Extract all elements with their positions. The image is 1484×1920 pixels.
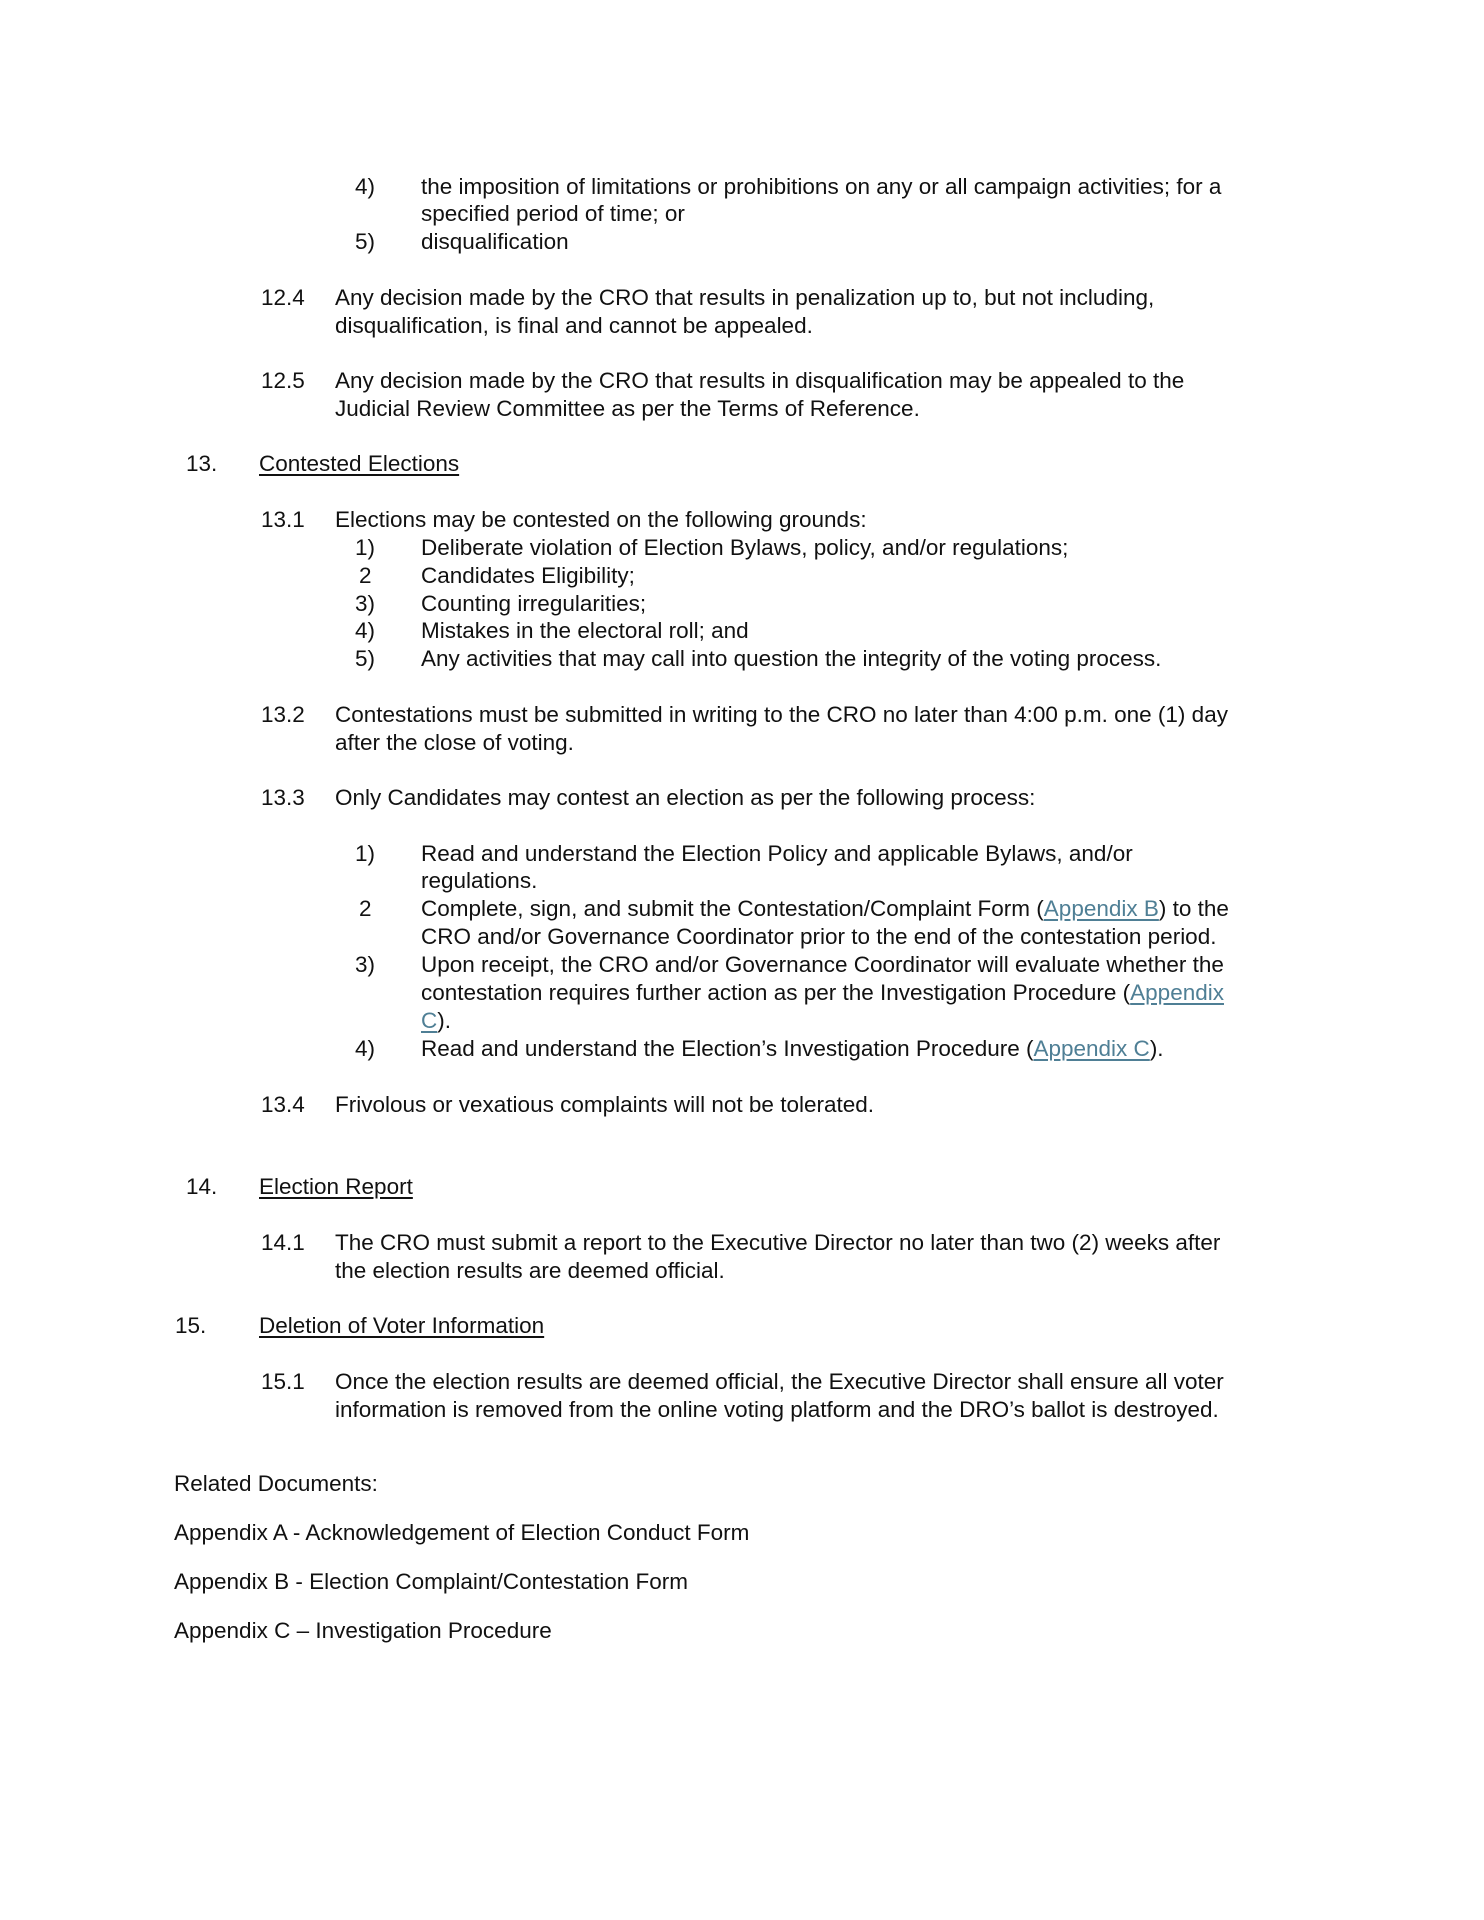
list-number: 4) xyxy=(355,1036,376,1061)
clause-text: Once the election results are deemed official, the Executive Director shall ensure all voter xyxy=(335,1369,1224,1394)
clause-number: 15.1 xyxy=(261,1369,305,1394)
appendix-c-link[interactable]: Appendix xyxy=(1130,980,1224,1005)
related-document-item: Appendix C – Investigation Procedure xyxy=(174,1618,552,1643)
list-number: 3) xyxy=(355,952,376,977)
list-item-text: Counting irregularities; xyxy=(421,591,647,616)
section-heading: Contested Elections xyxy=(259,451,460,476)
list-item-text: Deliberate violation of Election Bylaws, policy, and/or regulations; xyxy=(421,535,1069,560)
list-item-text xyxy=(421,1036,1164,1062)
list-item-text: Mistakes in the electoral roll; and xyxy=(421,618,749,643)
clause-text: Judicial Review Committee as per the Terms of Reference. xyxy=(335,396,920,421)
clause-number: 13.4 xyxy=(261,1092,305,1117)
list-item-text: the imposition of limitations or prohibitions on any or all campaign activities; for a xyxy=(421,174,1222,199)
list-item-text-part: ) to the xyxy=(1158,896,1229,921)
section-heading: Election Report xyxy=(259,1174,413,1199)
list-item-text: CRO and/or Governance Coordinator prior to the end of the contestation period. xyxy=(421,924,1217,949)
related-document-item: Appendix A - Acknowledgement of Election Conduct Form xyxy=(174,1520,750,1545)
clause-text: the election results are deemed official. xyxy=(335,1258,725,1283)
list-item-text xyxy=(421,980,1224,1006)
list-item-text-part: contestation requires further action as per the Investigation Procedure ( xyxy=(421,980,1131,1005)
list-number: 2 xyxy=(359,563,372,588)
list-number: 1) xyxy=(355,841,376,866)
clause-text: information is removed from the online voting platform and the DRO’s ballot is destroyed. xyxy=(335,1397,1219,1422)
list-item-text: Any activities that may call into question the integrity of the voting process. xyxy=(421,646,1162,671)
list-number: 4) xyxy=(355,174,376,199)
clause-number: 13.2 xyxy=(261,702,305,727)
list-number: 1) xyxy=(355,535,376,560)
list-number: 5) xyxy=(355,646,376,671)
clause-text: The CRO must submit a report to the Executive Director no later than two (2) weeks after xyxy=(335,1230,1221,1255)
related-documents-heading: Related Documents: xyxy=(174,1471,378,1496)
list-number: 2 xyxy=(359,896,372,921)
clause-number: 13.3 xyxy=(261,785,305,810)
list-item-text xyxy=(421,1008,451,1034)
list-item-text: regulations. xyxy=(421,868,538,893)
clause-text: Only Candidates may contest an election as per the following process: xyxy=(335,785,1036,810)
clause-text: Any decision made by the CRO that results in disqualification may be appealed to the xyxy=(335,368,1185,393)
section-heading: Deletion of Voter Information xyxy=(259,1313,545,1338)
list-item-text-part: ). xyxy=(1149,1036,1164,1061)
related-document-item: Appendix B - Election Complaint/Contestation Form xyxy=(174,1569,688,1594)
clause-number: 14.1 xyxy=(261,1230,305,1255)
list-number: 4) xyxy=(355,618,376,643)
section-number: 15. xyxy=(175,1313,207,1338)
list-item-text: Candidates Eligibility; xyxy=(421,563,635,588)
appendix-c-link-continued[interactable]: C xyxy=(421,1008,438,1033)
list-item-text: Upon receipt, the CRO and/or Governance Coordinator will evaluate whether the xyxy=(421,952,1224,977)
clause-number: 12.5 xyxy=(261,368,305,393)
clause-text: Elections may be contested on the following grounds: xyxy=(335,507,867,532)
clause-number: 12.4 xyxy=(261,285,305,310)
appendix-c-link[interactable]: Appendix C xyxy=(1033,1036,1150,1061)
clause-text: Frivolous or vexatious complaints will not be tolerated. xyxy=(335,1092,875,1117)
list-item-text: disqualification xyxy=(421,229,569,254)
clause-text: Contestations must be submitted in writing to the CRO no later than 4:00 p.m. one (1) day xyxy=(335,702,1228,727)
list-item-text: Read and understand the Election Policy and applicable Bylaws, and/or xyxy=(421,841,1133,866)
section-number: 13. xyxy=(186,451,218,476)
clause-number: 13.1 xyxy=(261,507,305,532)
clause-text: after the close of voting. xyxy=(335,730,574,755)
section-number: 14. xyxy=(186,1174,218,1199)
list-item-text-part: Complete, sign, and submit the Contestation/Complaint Form ( xyxy=(421,896,1044,921)
list-number: 5) xyxy=(355,229,376,254)
list-item-text: specified period of time; or xyxy=(421,201,685,226)
list-item-text-part: Read and understand the Election’s Investigation Procedure ( xyxy=(421,1036,1034,1061)
clause-text: Any decision made by the CRO that results in penalization up to, but not including, xyxy=(335,285,1155,310)
appendix-b-link[interactable]: Appendix B xyxy=(1043,896,1159,921)
list-item-text-part: ). xyxy=(437,1008,451,1033)
list-number: 3) xyxy=(355,591,376,616)
clause-text: disqualification, is final and cannot be appealed. xyxy=(335,313,813,338)
list-item-text xyxy=(421,896,1229,922)
